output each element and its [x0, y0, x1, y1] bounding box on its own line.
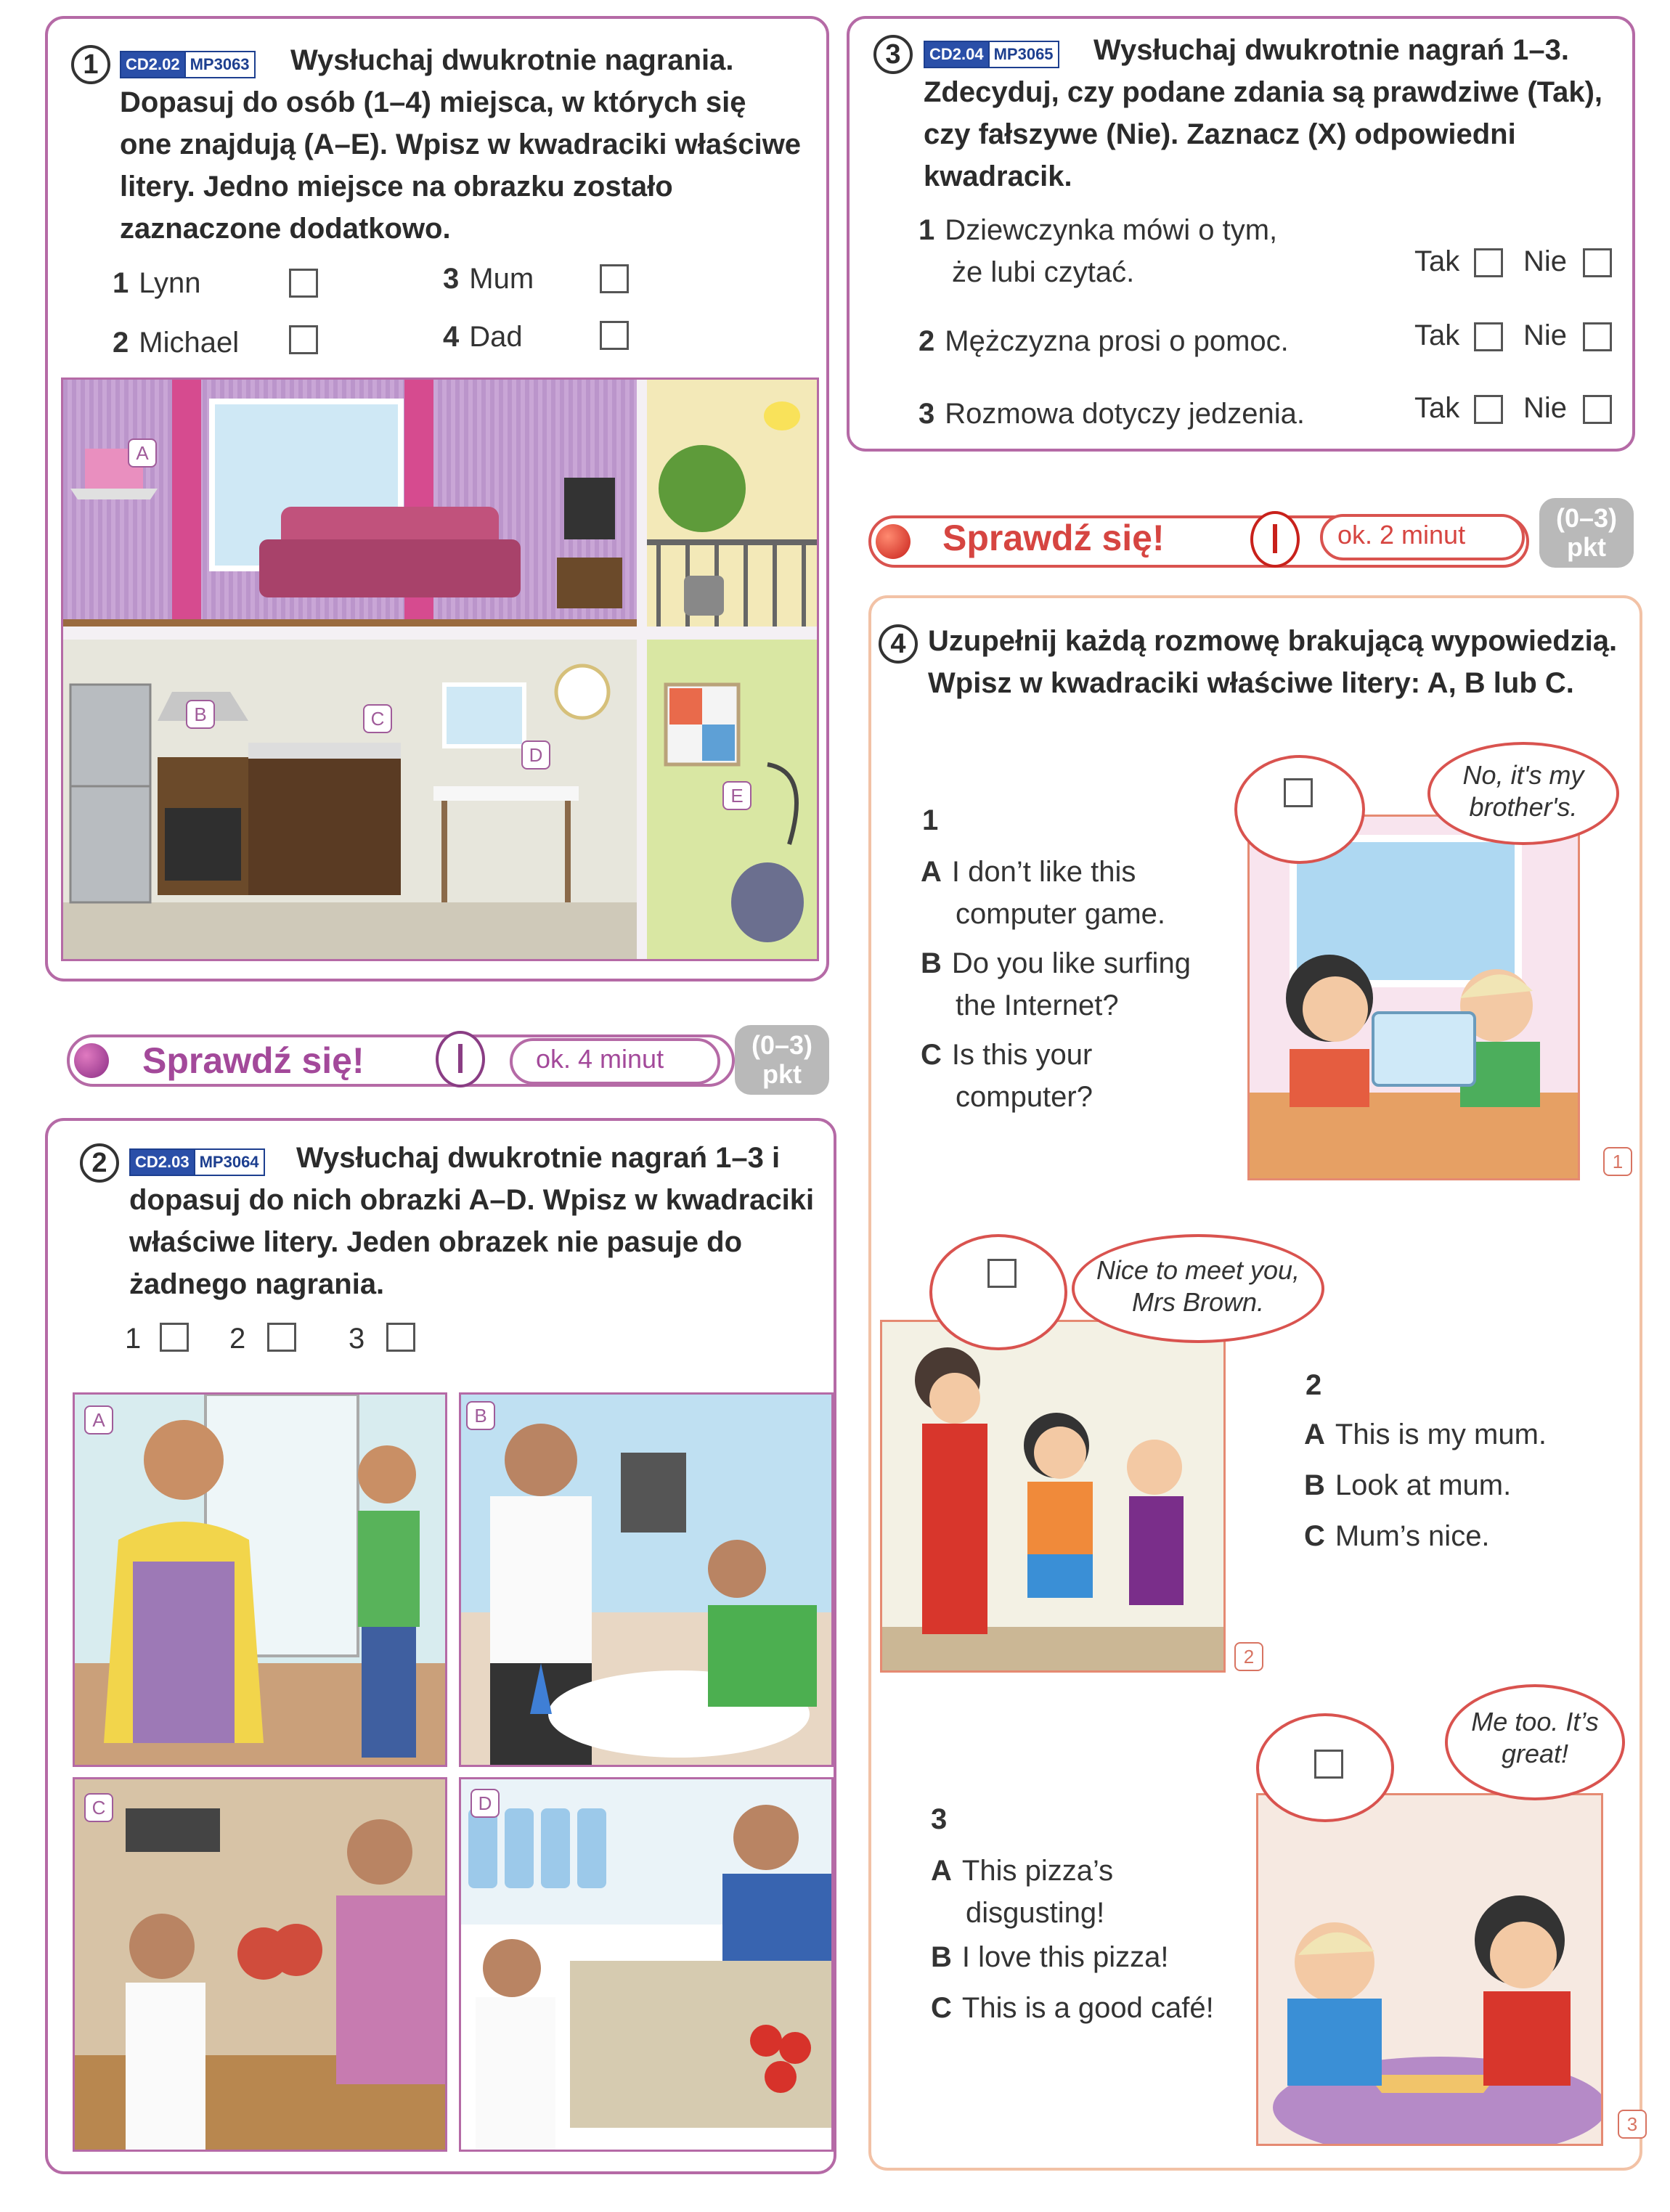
ex3-yes-label-3: Tak — [1414, 392, 1460, 424]
ex3-yes-box-2[interactable] — [1474, 322, 1503, 351]
exercise-1-number: 1 — [71, 45, 110, 84]
dialogue-1-answer-box[interactable] — [1284, 778, 1313, 807]
dialogue-3-answer-box[interactable] — [1314, 1750, 1343, 1779]
points-badge — [1539, 498, 1634, 568]
exercise-4-number: 4 — [879, 624, 918, 664]
ex2-picture-B — [459, 1392, 834, 1767]
ex2-answer-label-3: 3 — [349, 1323, 365, 1355]
clock-icon — [436, 1031, 485, 1087]
ex2-answer-box-2[interactable] — [267, 1323, 296, 1352]
exercise-2-instruction: Wysłuchaj dwukrotnie nagrań 1–3 i dopasuj do nich obrazki A–D. Wpisz w kwadraciki właściwe litery. Jeden obrazek nie pasuje do żadnego nagrania. — [129, 1142, 815, 1300]
points-unit: pkt — [1567, 532, 1606, 562]
picture-letter-A: A — [128, 438, 157, 468]
picture-letter-B: B — [186, 700, 215, 729]
ex3-no-box-1[interactable] — [1583, 248, 1612, 277]
children-at-computer-scene — [1250, 817, 1580, 1180]
dialogue-3-speech-text: Me too. It’s great! — [1471, 1707, 1599, 1768]
ex3-statement-1: 1 Dziewczynka mówi o tym, że lubi czytać. — [918, 214, 1278, 288]
ex3-no-label-3: Nie — [1523, 392, 1568, 424]
dialogue-2-option-A: A This is my mum. — [1304, 1419, 1547, 1450]
exercise-3-number: 3 — [873, 35, 913, 74]
dialogue-1-option-B: B Do you like surfing the Internet? — [921, 947, 1191, 1021]
dialogue-2-option-C: C Mum’s nice. — [1304, 1520, 1490, 1552]
dialogue-2-number: 2 — [1306, 1369, 1322, 1401]
dialogue-2-option-B: B Look at mum. — [1304, 1469, 1512, 1501]
points-badge — [735, 1025, 829, 1095]
kitchen-scene — [75, 1395, 447, 1767]
dialogue-3-picture — [1256, 1793, 1603, 2146]
ex3-statement-3: 3 Rozmowa dotyczy jedzenia. — [918, 398, 1306, 430]
exercise-1-instruction: Wysłuchaj dwukrotnie nagrania. Dopasuj do osób (1–4) miejsca, w których się one znajdują (A–E). Wpisz w kwadraciki właściwe litery. Jedno miejsce na obrazku zostało zaznaczone dodatkowo. — [120, 44, 802, 245]
ex2-letter-B: B — [466, 1401, 495, 1430]
mp3-track: MP3065 — [988, 42, 1058, 67]
ex1-answer-box-4[interactable] — [600, 321, 629, 350]
dialogue-1-picture-number: 1 — [1603, 1147, 1632, 1176]
cd-track: CD2.02 — [121, 52, 184, 77]
dialogue-3-number: 3 — [931, 1803, 948, 1835]
ex1-item-3: 3 Mum — [443, 263, 534, 295]
mp3-track: MP3064 — [194, 1150, 264, 1175]
dialogue-1-picture — [1247, 815, 1580, 1180]
ex3-no-label-2: Nie — [1523, 319, 1568, 351]
dialogue-1-option-A: A I don’t like this computer game. — [921, 856, 1166, 930]
ex2-picture-C — [73, 1777, 447, 2152]
time-estimate: ok. 2 minut — [1337, 520, 1466, 550]
ex2-letter-A: A — [84, 1405, 113, 1434]
dialogue-1-empty-bubble — [1234, 755, 1365, 864]
dialogue-3-option-C: C This is a good café! — [931, 1992, 1214, 2024]
ex2-answer-label-2: 2 — [229, 1323, 246, 1355]
ex3-no-box-2[interactable] — [1583, 322, 1612, 351]
ex2-picture-D — [459, 1777, 834, 2152]
dialogue-1-speech-text: No, it's my brother's. — [1462, 760, 1584, 822]
dialogue-3-picture-number: 3 — [1618, 2110, 1647, 2139]
ex1-item-1: 1 Lynn — [113, 267, 201, 299]
ex2-answer-box-3[interactable] — [386, 1323, 415, 1352]
dialogue-2-empty-bubble — [929, 1234, 1067, 1350]
ex3-yes-label-1: Tak — [1414, 245, 1460, 277]
ex3-statement-2: 2 Mężczyzna prosi o pomoc. — [918, 325, 1289, 357]
market-scene — [75, 1779, 447, 2152]
time-estimate: ok. 4 minut — [536, 1044, 664, 1074]
sprawdz-label: Sprawdź się! — [142, 1040, 364, 1081]
ex3-yes-box-3[interactable] — [1474, 395, 1503, 424]
exercise-2-number: 2 — [80, 1143, 119, 1183]
dialogue-2-speech-text: Nice to meet you, Mrs Brown. — [1096, 1255, 1300, 1317]
exercise-4-instruction: Uzupełnij każdą rozmowę brakującą wypowiedzią. Wpisz w kwadraciki właściwe litery: A, B lub C. — [928, 625, 1618, 699]
dialogue-2-picture-number: 2 — [1234, 1642, 1263, 1671]
ex3-no-box-3[interactable] — [1583, 395, 1612, 424]
cafe-scene — [461, 1395, 834, 1767]
ex2-letter-C: C — [84, 1793, 113, 1822]
introduction-scene — [882, 1322, 1226, 1673]
picture-letter-E: E — [722, 781, 752, 810]
dialogue-1-number: 1 — [922, 804, 939, 836]
pizza-scene — [1258, 1795, 1603, 2146]
ex3-yes-label-2: Tak — [1414, 319, 1460, 351]
picture-letter-C: C — [363, 704, 392, 733]
house-drawing — [63, 380, 819, 961]
ex1-answer-box-3[interactable] — [600, 264, 629, 293]
ex1-item-4: 4 Dad — [443, 321, 523, 353]
ex2-answer-box-1[interactable] — [160, 1323, 189, 1352]
clock-icon — [1250, 511, 1300, 568]
ex1-item-2: 2 Michael — [113, 327, 240, 359]
ex1-answer-box-1[interactable] — [289, 269, 318, 298]
mp3-track: MP3063 — [184, 52, 254, 77]
cd-track: CD2.04 — [925, 42, 988, 67]
shop-counter-scene — [461, 1779, 834, 2152]
ex1-answer-box-2[interactable] — [289, 325, 318, 354]
dialogue-2-answer-box[interactable] — [987, 1259, 1017, 1288]
ex3-no-label-1: Nie — [1523, 245, 1568, 277]
dialogue-3-option-A: A This pizza’s disgusting! — [931, 1855, 1114, 1929]
sprawdz-bullet-icon — [876, 524, 911, 559]
ex2-picture-A — [73, 1392, 447, 1767]
points-range: (0–3) — [1555, 503, 1618, 533]
exercise-3-instruction: Wysłuchaj dwukrotnie nagrań 1–3. Zdecyduj, czy podane zdania są prawdziwe (Tak), czy fałszywe (Nie). Zaznacz (X) odpowiedni kwadracik. — [924, 34, 1603, 192]
points-range: (0–3) — [751, 1030, 813, 1060]
dialogue-3-option-B: B I love this pizza! — [931, 1941, 1169, 1973]
house-illustration — [61, 377, 819, 961]
ex2-letter-D: D — [471, 1789, 500, 1818]
sprawdz-bullet-icon — [74, 1043, 109, 1078]
dialogue-2-picture — [880, 1320, 1226, 1673]
cd-track: CD2.03 — [131, 1150, 194, 1175]
points-unit: pkt — [762, 1059, 802, 1089]
picture-letter-D: D — [521, 740, 550, 770]
ex3-yes-box-1[interactable] — [1474, 248, 1503, 277]
sprawdz-label: Sprawdź się! — [942, 518, 1165, 558]
dialogue-1-option-C: C Is this your computer? — [921, 1039, 1093, 1113]
ex2-answer-label-1: 1 — [125, 1323, 142, 1355]
